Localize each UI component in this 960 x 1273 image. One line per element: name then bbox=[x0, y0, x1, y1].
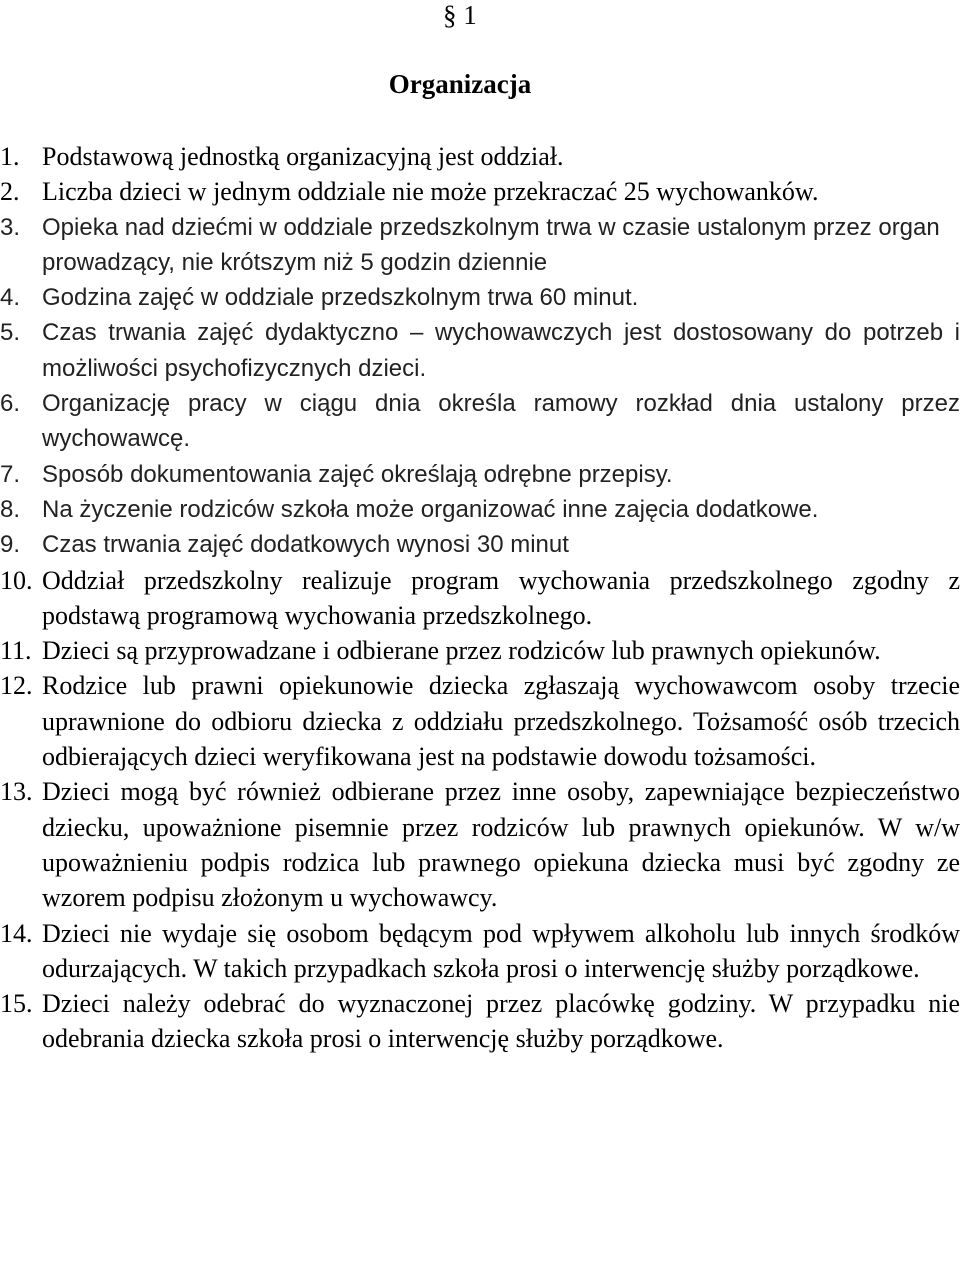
list-item bbox=[0, 563, 960, 634]
list-item bbox=[0, 386, 960, 457]
item-text: Sposób dokumentowania zajęć określają odrębne przepisy. bbox=[42, 460, 673, 488]
item-number: 15. bbox=[0, 989, 33, 1019]
item-text: Dzieci mogą być również odbierane przez inne osoby, zapewniające bezpieczeństwo dziecku, upoważnione pisemnie przez rodziców lub prawnych opiekunów. W w/w upoważnieniu podpis rodzica lub prawnego opiekuna dziecka musi być zgodny ze wzorem podpisu złożonym u wychowawcy. bbox=[42, 777, 960, 913]
item-number: 3. bbox=[0, 213, 21, 241]
list-item bbox=[0, 280, 960, 315]
item-text: Dzieci nie wydaje się osobom będącym pod wpływem alkoholu lub innych środków odurzających. W takich przypadkach szkoła prosi o interwencję służby porządkowe. bbox=[42, 918, 960, 983]
item-number: 7. bbox=[0, 460, 21, 488]
item-number: 4. bbox=[0, 284, 21, 312]
item-text: Na życzenie rodziców szkoła może organizować inne zajęcia dodatkowe. bbox=[42, 495, 819, 523]
item-number: 11. bbox=[0, 636, 32, 666]
item-number: 9. bbox=[0, 531, 21, 559]
item-text: Godzina zajęć w oddziale przedszkolnym trwa 60 minut. bbox=[42, 284, 639, 312]
item-number: 12. bbox=[0, 671, 33, 701]
list-item bbox=[0, 492, 960, 527]
item-text: Liczba dzieci w jednym oddziale nie może przekraczać 25 wychowanków. bbox=[42, 177, 819, 207]
item-text: Czas trwania zajęć dodatkowych wynosi 30 minut bbox=[42, 531, 569, 559]
item-text: Dzieci są przyprowadzane i odbierane przez rodziców lub prawnych opiekunów. bbox=[42, 636, 881, 666]
item-number: 2. bbox=[0, 177, 20, 207]
list-item bbox=[0, 527, 960, 562]
item-text: Podstawową jednostką organizacyjną jest oddział. bbox=[42, 142, 564, 171]
item-number: 10. bbox=[0, 565, 33, 595]
item-number: 13. bbox=[0, 777, 33, 807]
section-title: Organizacja bbox=[388, 69, 532, 99]
list-item bbox=[0, 457, 960, 492]
item-number: 1. bbox=[0, 142, 20, 171]
list-item bbox=[0, 174, 960, 209]
list-item bbox=[0, 139, 960, 174]
section-mark: § 1 bbox=[443, 0, 477, 30]
item-text: Dzieci należy odebrać do wyznaczonej przez placówkę godziny. W przypadku nie odebrania dziecka szkoła prosi o interwencję służby porządkowe. bbox=[42, 989, 960, 1054]
list-item bbox=[0, 774, 960, 915]
item-text: Opieka nad dziećmi w oddziale przedszkolnym trwa w czasie ustalonym przez organ prowadzący, nie krótszym niż 5 godzin dziennie bbox=[42, 213, 940, 276]
list-item bbox=[0, 633, 960, 668]
item-number: 6. bbox=[0, 390, 21, 418]
item-text: Oddział przedszkolny realizuje program wychowania przedszkolnego zgodny z podstawą programową wychowania przedszkolnego. bbox=[42, 565, 960, 630]
item-number: 14. bbox=[0, 918, 33, 948]
list-item bbox=[0, 210, 960, 281]
list-item bbox=[0, 315, 960, 386]
item-text: Organizację pracy w ciągu dnia określa ramowy rozkład dnia ustalony przez wychowawcę. bbox=[42, 390, 960, 453]
rules-list bbox=[0, 139, 960, 1057]
item-number: 8. bbox=[0, 495, 21, 523]
item-text: Rodzice lub prawni opiekunowie dziecka zgłaszają wychowawcom osoby trzecie uprawnione do odbioru dziecka z oddziału przedszkolnego. Tożsamość osób trzecich odbierających dzieci weryfikowana jest na podstawie dowodu tożsamości. bbox=[42, 671, 960, 772]
item-number: 5. bbox=[0, 319, 21, 347]
list-item bbox=[0, 986, 960, 1057]
list-item bbox=[0, 916, 960, 987]
item-text: Czas trwania zajęć dydaktyczno – wychowawczych jest dostosowany do potrzeb i możliwości psychofizycznych dzieci. bbox=[42, 319, 960, 382]
list-item bbox=[0, 668, 960, 774]
